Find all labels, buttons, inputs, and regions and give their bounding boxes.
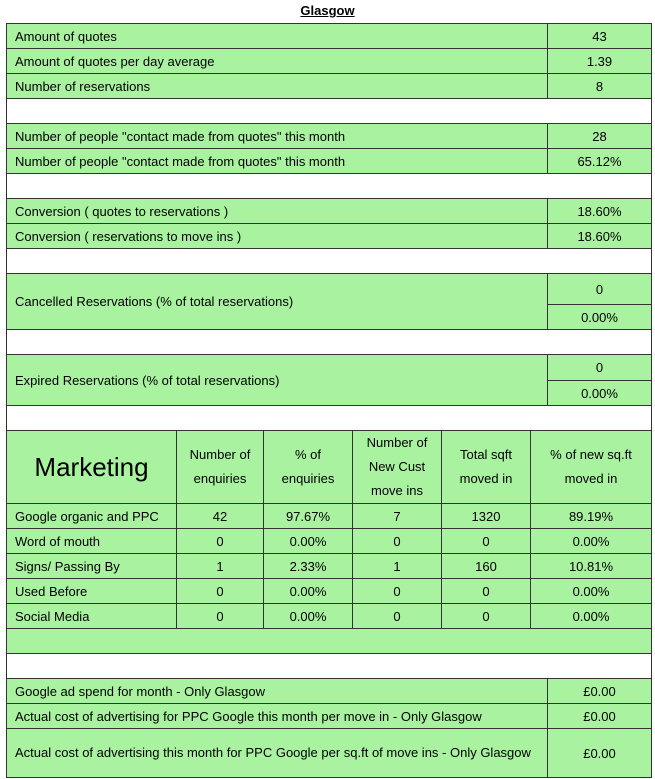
table-row (7, 679, 652, 704)
cell: 42 (177, 504, 264, 529)
column-header: Number of enquiries (177, 431, 264, 504)
expired-count: 0 (548, 355, 652, 381)
column-header: Total sqft moved in (442, 431, 531, 504)
table-row (7, 49, 652, 74)
row-label: Actual cost of advertising this month for PPC Google per sq.ft of move ins - Only Glasgow (7, 729, 548, 778)
source-label: Google organic and PPC (7, 504, 177, 529)
cell: 0 (353, 604, 442, 629)
table-row (7, 124, 652, 149)
table-row (7, 504, 652, 529)
table-row (7, 604, 652, 629)
row-label: Number of people "contact made from quotes" this month (7, 149, 548, 174)
costs-table (6, 654, 652, 778)
cell: 1 (177, 554, 264, 579)
cell: 7 (353, 504, 442, 529)
row-label: Amount of quotes per day average (7, 49, 548, 74)
source-label: Signs/ Passing By (7, 554, 177, 579)
report-title: Glasgow (300, 3, 355, 18)
report-sheet (6, 23, 651, 778)
spacer-row (7, 174, 652, 199)
spacer-row (7, 654, 652, 679)
cancelled-label: Cancelled Reservations (% of total reservations) (7, 274, 548, 330)
row-label: Actual cost of advertising for PPC Google this month per move in - Only Glasgow (7, 704, 548, 729)
row-label: Amount of quotes (7, 24, 548, 49)
cancelled-count: 0 (548, 274, 652, 305)
row-value: 8 (548, 74, 652, 99)
marketing-header-row (7, 431, 652, 504)
table-row (7, 24, 652, 49)
cell: 89.19% (531, 504, 652, 529)
table-row (7, 149, 652, 174)
table-row (7, 74, 652, 99)
cell: 0.00% (264, 604, 353, 629)
table-row (7, 274, 652, 305)
cell: 0 (177, 529, 264, 554)
summary-table (6, 23, 652, 431)
cell: 0 (177, 579, 264, 604)
source-label: Social Media (7, 604, 177, 629)
empty-green-row (7, 629, 652, 654)
table-row (7, 224, 652, 249)
row-label: Conversion ( quotes to reservations ) (7, 199, 548, 224)
marketing-table (6, 431, 652, 654)
cell: 0.00% (531, 579, 652, 604)
cell: 0.00% (531, 604, 652, 629)
spacer-row (7, 99, 652, 124)
cell: 0 (442, 604, 531, 629)
table-row (7, 579, 652, 604)
table-row (7, 199, 652, 224)
cell: 2.33% (264, 554, 353, 579)
row-value: 28 (548, 124, 652, 149)
cell: 97.67% (264, 504, 353, 529)
table-row (7, 529, 652, 554)
row-value: 18.60% (548, 224, 652, 249)
spacer-row (7, 406, 652, 431)
cell: 0 (442, 579, 531, 604)
row-value: £0.00 (548, 679, 652, 704)
row-label: Number of reservations (7, 74, 548, 99)
expired-label: Expired Reservations (% of total reservations) (7, 355, 548, 406)
cell: 0 (442, 529, 531, 554)
cell: 0 (177, 604, 264, 629)
spacer-row (7, 330, 652, 355)
marketing-heading: Marketing (7, 431, 177, 504)
row-label: Number of people "contact made from quotes" this month (7, 124, 548, 149)
spacer-row (7, 249, 652, 274)
row-label: Google ad spend for month - Only Glasgow (7, 679, 548, 704)
table-row (7, 704, 652, 729)
cell: 1 (353, 554, 442, 579)
cell: 0 (353, 529, 442, 554)
column-header: % of new sq.ft moved in (531, 431, 652, 504)
row-value: 43 (548, 24, 652, 49)
column-header: Number of New Cust move ins (353, 431, 442, 504)
cancelled-percent: 0.00% (548, 305, 652, 330)
column-header: % of enquiries (264, 431, 353, 504)
source-label: Used Before (7, 579, 177, 604)
cell: 160 (442, 554, 531, 579)
cell: 0.00% (264, 529, 353, 554)
row-value: 18.60% (548, 199, 652, 224)
cell: 0 (353, 579, 442, 604)
cell: 10.81% (531, 554, 652, 579)
table-row (7, 729, 652, 778)
row-value: 1.39 (548, 49, 652, 74)
cell: 0.00% (531, 529, 652, 554)
row-value: £0.00 (548, 729, 652, 778)
expired-percent: 0.00% (548, 381, 652, 406)
cell: 0.00% (264, 579, 353, 604)
source-label: Word of mouth (7, 529, 177, 554)
table-row (7, 355, 652, 381)
row-label: Conversion ( reservations to move ins ) (7, 224, 548, 249)
row-value: £0.00 (548, 704, 652, 729)
table-row (7, 554, 652, 579)
cell: 1320 (442, 504, 531, 529)
row-value: 65.12% (548, 149, 652, 174)
